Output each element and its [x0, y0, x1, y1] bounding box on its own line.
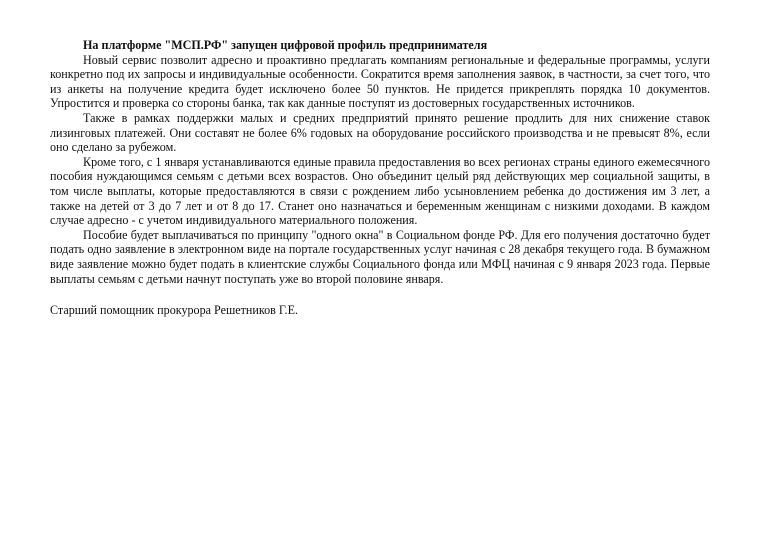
paragraph-allowance-rules: Кроме того, с 1 января устанавливаются единые правила предоставления во всех регионах страны единого ежемесячного пособия нуждающимся семьям с детьми всех возрастов. Оно объединит целый ряд действующих мер социальной защиты, в том числе выплаты, которые предоставляются в связи с рождением либо усыновлением ребенка до достижения им 3 лет, а также на детей от 3 до 7 лет и от 8 до 17. Станет оно назначаться и беременным женщинам с низкими доходами. В каждом случае адресно - с учетом индивидуального материального положения.	[50, 154, 710, 228]
document-page	[50, 38, 710, 318]
paragraph-one-window: Пособие будет выплачиваться по принципу "одного окна" в Социальном фонде РФ. Для его получения достаточно будет подать одно заявление в электронном виде на портале государственных услуг начиная с 28 декабря текущего года. В бумажном виде заявление можно будет подать в клиентские службы Социального фонда или МФЦ начиная с 9 января 2023 года. Первые выплаты семьям с детьми начнут поступать уже во второй половине января.	[50, 227, 710, 286]
paragraph-leasing: Также в рамках поддержки малых и средних предприятий принято решение продлить для них снижение ставок лизинговых платежей. Они составят не более 6% годовых на оборудование российского производства и не превысят 8%, если оно сделано за рубежом.	[50, 110, 710, 155]
document-title: На платформе "МСП.РФ" запущен цифровой профиль предпринимателя	[83, 38, 488, 52]
signature: Старший помощник прокурора Решетников Г.Е.	[50, 303, 298, 318]
paragraph-msp-service: Новый сервис позволит адресно и проактивно предлагать компаниям региональные и федеральные программы, услуги конкретно под их запросы и индивидуальные особенности. Сократится время заполнения заявок, в частности, за счет того, что из анкеты на получение кредита будет исключено более 50 пунктов. Не придется прикреплять порядка 10 документов. Упростится и проверка со стороны банка, так как данные поступят из достоверных государственных источников.	[50, 52, 710, 111]
